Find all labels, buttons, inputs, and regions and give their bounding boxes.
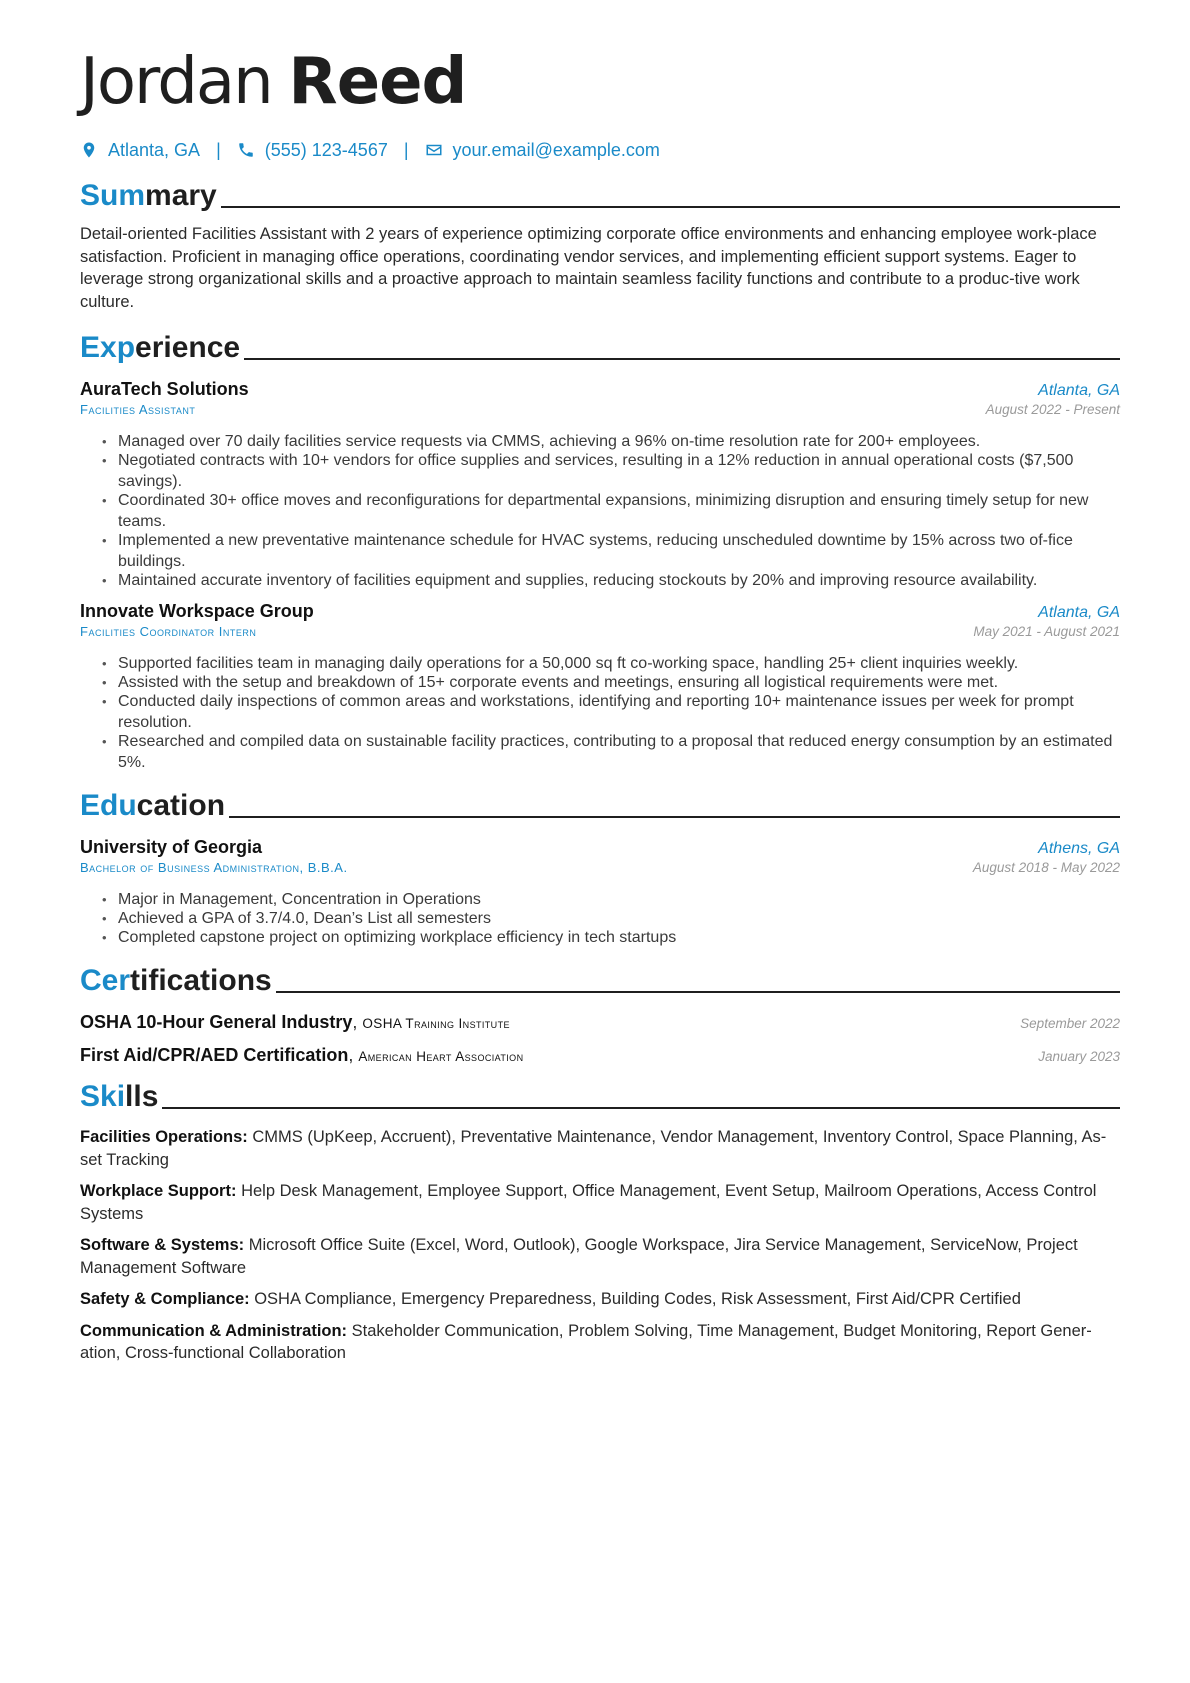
section-rule xyxy=(276,991,1120,993)
skill-line xyxy=(80,1320,1120,1365)
section-title-accent: Sum xyxy=(80,179,146,212)
email-link[interactable]: your.email@example.com xyxy=(452,139,660,160)
skill-line xyxy=(80,1180,1120,1225)
skill-items: OSHA Compliance, Emergency Preparedness, Building Codes, Risk Assessment, First Aid/CPR Certified xyxy=(254,1290,1021,1308)
contact-location xyxy=(80,140,200,161)
experience-heading xyxy=(80,327,1120,365)
experience-entry xyxy=(80,379,1120,591)
certification-name: First Aid/CPR/AED Certification xyxy=(80,1045,349,1065)
contact-phone[interactable] xyxy=(237,140,388,161)
list-item: • Major in Management, Concentration in Operations xyxy=(102,889,1120,910)
job-dates: August 2022 - Present xyxy=(985,402,1120,417)
section-title-rest: erience xyxy=(135,331,241,364)
skill-category: Safety & Compliance: xyxy=(80,1290,250,1308)
section-title-rest: lls xyxy=(125,1080,159,1113)
summary-heading xyxy=(80,175,1120,213)
resume-page xyxy=(80,40,1120,1365)
list-item: • Achieved a GPA of 3.7/4.0, Dean’s List all semesters xyxy=(102,908,1120,929)
list-item: • Researched and compiled data on sustainable facility practices, contributing to a proposal that reduced energy consumption by an estimated 5%. xyxy=(102,731,1120,773)
map-pin-icon xyxy=(80,141,98,159)
list-item: • Maintained accurate inventory of facilities equipment and supplies, reducing stockouts by 20% and improving resource availability. xyxy=(102,570,1120,591)
certifications-heading xyxy=(80,960,1120,998)
section-rule xyxy=(244,358,1120,360)
list-item: • Supported facilities team in managing daily operations for a 50,000 sq ft co-working space, handling 25+ client inquiries weekly. xyxy=(102,653,1120,674)
skill-items: Microsoft Office Suite (Excel, Word, Outlook), Google Workspace, Jira Service Management, ServiceNow, Project Management Software xyxy=(80,1236,1078,1277)
skill-category: Communication & Administration: xyxy=(80,1321,348,1340)
list-item: • Coordinated 30+ office moves and reconfigurations for departmental expansions, minimizing disruption and ensuring timely setup for new teams. xyxy=(102,490,1120,532)
section-title-accent: Cer xyxy=(80,964,131,997)
skill-category: Facilities Operations: xyxy=(80,1128,248,1146)
degree: Bachelor of Business Administration, B.B.A. xyxy=(80,860,348,875)
skills-heading xyxy=(80,1076,1120,1114)
skill-items: CMMS (UpKeep, Accruent), Preventative Maintenance, Vendor Management, Inventory Control, Space Planning, As-set Tracking xyxy=(80,1128,1107,1169)
employer-name: Innovate Workspace Group xyxy=(80,601,314,621)
contact-email[interactable] xyxy=(425,140,660,161)
school-dates: August 2018 - May 2022 xyxy=(972,860,1120,875)
job-title: Facilities Coordinator Intern xyxy=(80,624,257,639)
certification-item: OSHA 10-Hour General Industry, OSHA Training Institute September 2022 xyxy=(80,1012,1120,1032)
skill-line xyxy=(80,1126,1120,1171)
list-item: • Implemented a new preventative maintenance schedule for HVAC systems, reducing unscheduled downtime by 15% across two of-fice buildings. xyxy=(102,530,1120,572)
candidate-name xyxy=(80,40,1120,123)
education-entry xyxy=(80,837,1120,948)
section-title-rest: tifications xyxy=(130,964,272,997)
job-title: Facilities Assistant xyxy=(80,402,196,417)
list-item: • Conducted daily inspections of common areas and workstations, identifying and reporting 10+ maintenance issues per week for prompt resolution. xyxy=(102,691,1120,733)
experience-entry xyxy=(80,601,1120,773)
job-bullets xyxy=(102,431,1120,591)
employer-location: Atlanta, GA xyxy=(1038,604,1120,621)
contact-separator: | xyxy=(403,139,409,160)
list-item: • Assisted with the setup and breakdown of 15+ corporate events and meetings, ensuring all logistical requirements were met. xyxy=(102,672,1120,693)
section-rule xyxy=(229,816,1120,818)
employer-name: AuraTech Solutions xyxy=(80,379,249,399)
first-name: Jordan xyxy=(80,45,272,119)
certification-name: OSHA 10-Hour General Industry xyxy=(80,1012,353,1032)
section-rule xyxy=(162,1107,1120,1109)
phone-text: (555) 123-4567 xyxy=(264,139,388,160)
section-title-accent: Exp xyxy=(80,331,136,364)
envelope-icon xyxy=(425,141,443,159)
section-rule xyxy=(221,206,1120,208)
section-title-rest: cation xyxy=(136,789,226,822)
certification-date: September 2022 xyxy=(1020,1016,1120,1031)
certification-issuer: OSHA Training Institute xyxy=(362,1016,510,1031)
list-item: • Completed capstone project on optimizing workplace efficiency in tech startups xyxy=(102,927,1120,948)
certification-issuer: American Heart Association xyxy=(358,1049,524,1064)
skill-line xyxy=(80,1288,1120,1311)
contact-separator: | xyxy=(216,139,221,160)
school-location: Athens, GA xyxy=(1038,840,1120,857)
employer-location: Atlanta, GA xyxy=(1038,382,1120,399)
skill-items: Help Desk Management, Employee Support, Office Management, Event Setup, Mailroom Operations, Access Control Systems xyxy=(80,1182,1097,1223)
certification-item: First Aid/CPR/AED Certification, American Heart Association January 2023 xyxy=(80,1045,1120,1065)
education-bullets xyxy=(102,889,1120,948)
location-text: Atlanta, GA xyxy=(108,139,201,160)
contact-bar xyxy=(80,137,1120,163)
school-name: University of Georgia xyxy=(80,837,263,857)
section-title-rest: mary xyxy=(145,179,217,212)
certification-date: January 2023 xyxy=(1038,1049,1120,1064)
section-title-accent: Ski xyxy=(80,1080,126,1113)
education-heading xyxy=(80,785,1120,823)
list-item: • Negotiated contracts with 10+ vendors for office supplies and services, resulting in a 12% reduction in annual operational costs ($7,500 savings). xyxy=(102,450,1120,492)
last-name: Reed xyxy=(288,45,467,119)
job-bullets xyxy=(102,653,1120,773)
skill-line xyxy=(80,1234,1120,1279)
job-dates: May 2021 - August 2021 xyxy=(973,624,1120,639)
list-item: • Managed over 70 daily facilities service requests via CMMS, achieving a 96% on-time resolution rate for 200+ employees. xyxy=(102,431,1120,452)
skill-items: Stakeholder Communication, Problem Solving, Time Management, Budget Monitoring, Report Gener-ation, Cross-functional Collaboration xyxy=(80,1321,1092,1362)
skill-category: Workplace Support: xyxy=(80,1182,237,1200)
phone-icon xyxy=(237,141,255,159)
skill-category: Software & Systems: xyxy=(80,1236,245,1254)
summary-text: Detail-oriented Facilities Assistant with 2 years of experience optimizing corporate office environments and enhancing employee work-place satisfaction. Proficient in managing office operations, coordinating vendor services, and implementing efficient support systems. Eager to leverage strong organizational skills and a proactive approach to maintain seamless facility functions and contribute to a produc-tive work culture. xyxy=(80,225,1097,311)
section-title-accent: Edu xyxy=(80,789,137,822)
